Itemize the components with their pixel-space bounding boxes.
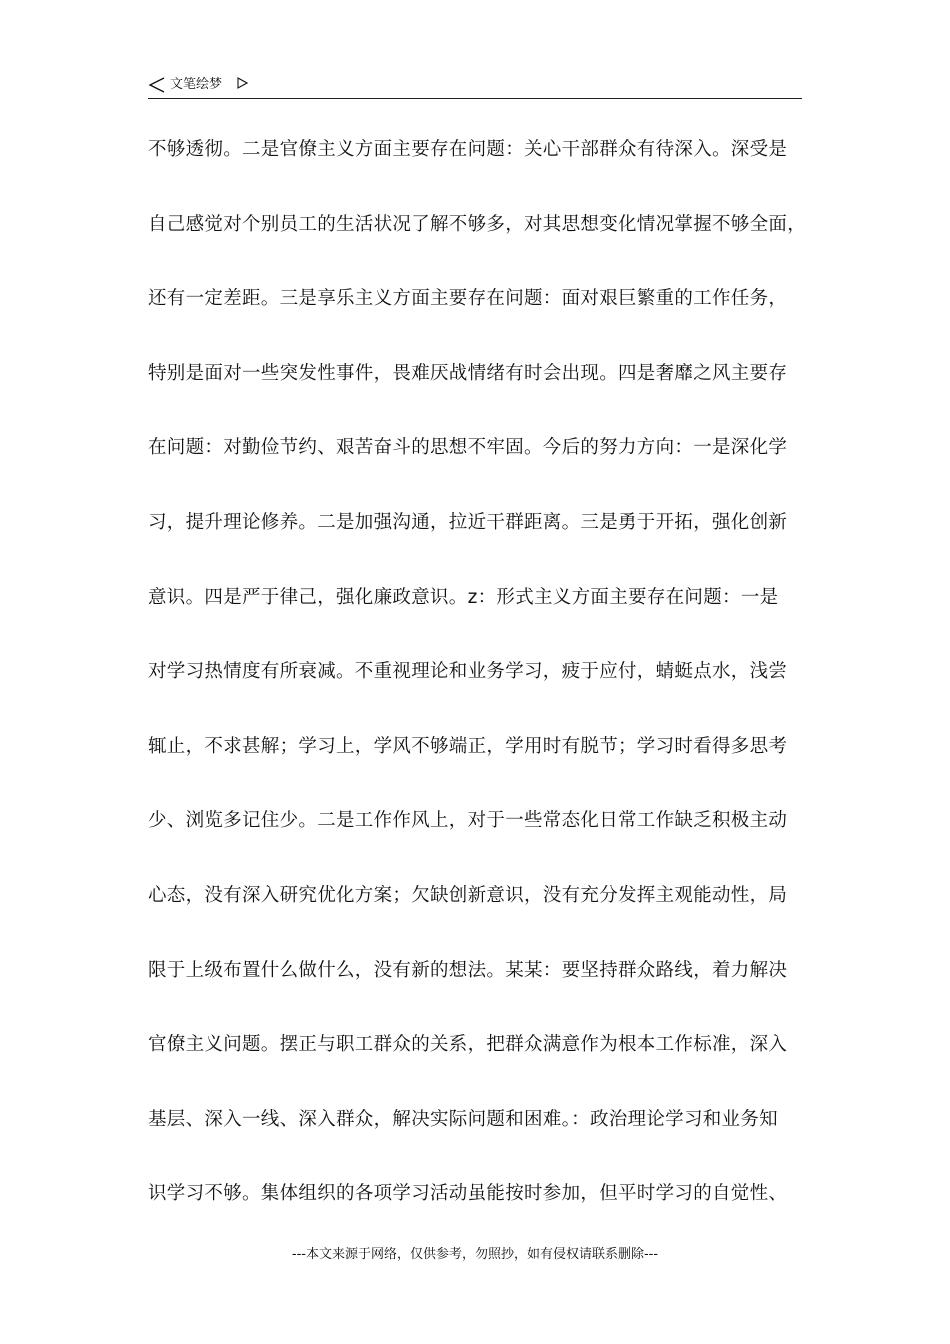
text-line: 心态，没有深入研究优化方案；欠缺创新意识，没有充分发挥主观能动性，局: [148, 884, 788, 906]
text-line: 识学习不够。集体组织的各项学习活动虽能按时参加，但平时学习的自觉性、: [148, 1183, 788, 1205]
triangle-left-icon: [148, 76, 166, 94]
text-line: 不够透彻。二是官僚主义方面主要存在问题：关心干部群众有待深入。深受是: [148, 139, 788, 160]
triangle-right-icon: [236, 77, 248, 89]
header-title: 文笔绘梦: [170, 77, 223, 92]
text-line: 官僚主义问题。摆正与职工群众的关系，把群众满意作为根本工作标准，深入: [148, 1034, 788, 1056]
text-line: 意识。四是严于律己，强化廉政意识。z：形式主义方面主要存在问题：一是: [148, 586, 779, 608]
text-line: 特别是面对一些突发性事件，畏难厌战情绪有时会出现。四是奢靡之风主要存: [148, 362, 788, 384]
text-line: 还有一定差距。三是享乐主义方面主要存在问题：面对艰巨繁重的工作任务，: [148, 288, 788, 310]
page-header: [148, 74, 802, 99]
document-body: [148, 130, 820, 1249]
text-line: 在问题：对勤俭节约、艰苦奋斗的思想不牢固。今后的努力方向：一是深化学: [148, 437, 788, 459]
text-line: 自己感觉对个别员工的生活状况了解不够多，对其思想变化情况掌握不够全面，: [148, 213, 807, 235]
text-line: 习，提升理论修养。二是加强沟通，拉近干群距离。三是勇于开拓，强化创新: [148, 511, 788, 533]
text-line: 对学习热情度有所衰减。不重视理论和业务学习，疲于应付，蜻蜓点水，浅尝: [148, 661, 788, 683]
text-line: 少、浏览多记住少。二是工作作风上，对于一些常态化日常工作缺乏积极主动: [148, 810, 788, 832]
text-line: 限于上级布置什么做什么，没有新的想法。某某：要坚持群众路线，着力解决: [148, 959, 788, 981]
text-line: 基层、深入一线、深入群众，解决实际问题和困难。：政治理论学习和业务知: [148, 1108, 778, 1130]
text-line: 辄止，不求甚解；学习上，学风不够端正，学用时有脱节；学习时看得多思考: [148, 735, 788, 757]
page-footer: ---本文来源于网络，仅供参考，勿照抄，如有侵权请联系删除---: [291, 1247, 659, 1262]
